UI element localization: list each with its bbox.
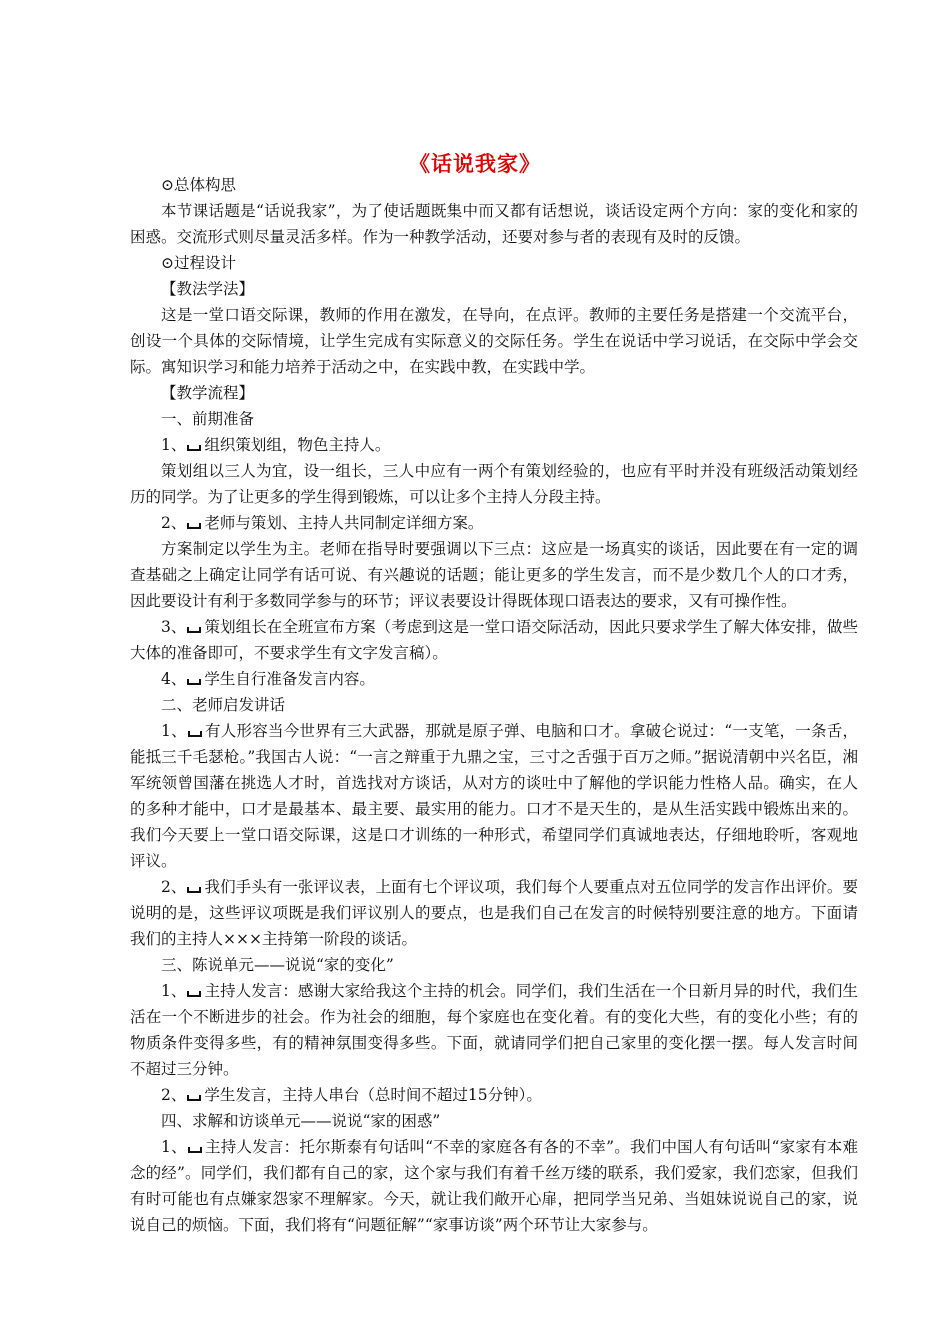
list-number: 1、 [161, 1138, 187, 1156]
document-title: 《话说我家》 [409, 152, 541, 176]
list-number: 1、 [161, 982, 187, 1000]
paragraph-text: 方案制定以学生为主。老师在指导时要强调以下三点：这应是一场真实的谈话，因此要在有一定的调查基础之上确定让同学有话可说、有兴趣说的话题；能让更多的学生发言，而不是少数几个人的口才秀，因此要设计有利于多数同学参与的环节；评议表要设计得既体现口语表达的要求，又有可操作性。 [130, 540, 858, 610]
paragraph-text: ⊙总体构思 [161, 176, 236, 194]
paragraph [130, 302, 858, 380]
paragraph [130, 718, 858, 874]
bracket-bullet-icon [188, 731, 202, 737]
paragraph [130, 978, 858, 1082]
bracket-bullet-icon [187, 1095, 201, 1101]
paragraph [130, 198, 858, 250]
paragraph-text: 学生发言，主持人串台（总时间不超过15分钟）。 [204, 1086, 542, 1104]
paragraph [130, 380, 858, 406]
list-number: 2、 [161, 1086, 187, 1104]
list-number: 4、 [161, 670, 187, 688]
paragraph [130, 666, 858, 692]
paragraph [130, 250, 858, 276]
paragraph [130, 1108, 858, 1134]
paragraph [130, 276, 858, 302]
paragraph [130, 536, 858, 614]
paragraph-text: 【教法学法】 [161, 280, 255, 298]
paragraph-text: 四、求解和访谈单元——说说“家的困惑” [161, 1112, 441, 1130]
paragraph [130, 406, 858, 432]
paragraph-text: 主持人发言：托尔斯泰有句话叫“不幸的家庭各有各的不幸”。我们中国人有句话叫“家家有本难念的经”。同学们，我们都有自己的家，这个家与我们有着千丝万缕的联系，我们爱家，我们恋家，但我们有时可能也有点嫌家怨家不理解家。今天，就让我们敞开心扉，把同学当兄弟、当姐妹说说自己的家，说说自己的烦恼。下面，我们将有“问题征解”“家事访谈”两个环节让大家参与。 [130, 1138, 858, 1234]
paragraph-text: 三、陈说单元——说说“家的变化” [161, 956, 394, 974]
bracket-bullet-icon [187, 445, 201, 451]
paragraph [130, 458, 858, 510]
bracket-bullet-icon [188, 1147, 202, 1153]
bracket-bullet-icon [187, 679, 201, 685]
paragraph-text: 有人形容当今世界有三大武器，那就是原子弹、电脑和口才。拿破仑说过：“一支笔，一条舌，能抵三千毛瑟枪。”我国古人说：“一言之辩重于九鼎之宝，三寸之舌强于百万之师。”据说清朝中兴名臣，湘军统领曾国藩在挑选人才时，首选找对方谈话，从对方的谈吐中了解他的学识能力性格人品。确实，在人的多种才能中，口才是最基本、最主要、最实用的能力。口才不是天生的，是从生活实践中锻炼出来的。我们今天要上一堂口语交际课，这是口才训练的一种形式，希望同学们真诚地表达，仔细地聆听，客观地评议。 [130, 722, 858, 870]
paragraph [130, 874, 858, 952]
paragraph-text: 策划组长在全班宣布方案（考虑到这是一堂口语交际活动，因此只要求学生了解大体安排，做些大体的准备即可，不要求学生有文字发言稿）。 [130, 618, 858, 662]
list-number: 3、 [161, 618, 187, 636]
paragraph [130, 692, 858, 718]
paragraph-text: 策划组以三人为宜，设一组长，三人中应有一两个有策划经验的，也应有平时并没有班级活动策划经历的同学。为了让更多的学生得到锻炼，可以让多个主持人分段主持。 [130, 462, 858, 506]
paragraph-text: 组织策划组，物色主持人。 [204, 436, 391, 454]
paragraph-text: 一、前期准备 [161, 410, 255, 428]
paragraph [130, 952, 858, 978]
paragraph-text: 主持人发言：感谢大家给我这个主持的机会。同学们，我们生活在一个日新月异的时代，我们生活在一个不断进步的社会。作为社会的细胞，每个家庭也在变化着。有的变化大些，有的变化小些；有的物质条件变得多些，有的精神氛围变得多些。下面，就请同学们把自己家里的变化摆一摆。每人发言时间不超过三分钟。 [130, 982, 858, 1078]
list-number: 1、 [161, 436, 187, 454]
paragraph-text: ⊙过程设计 [161, 254, 236, 272]
bracket-bullet-icon [187, 991, 201, 997]
paragraph-text: 本节课话题是“话说我家”，为了使话题既集中而又都有话想说，谈话设定两个方向：家的变化和家的困惑。交流形式则尽量灵活多样。作为一种教学活动，还要对参与者的表现有及时的反馈。 [130, 202, 858, 246]
paragraph [130, 510, 858, 536]
paragraph-text: 老师与策划、主持人共同制定详细方案。 [204, 514, 484, 532]
paragraph-text: 学生自行准备发言内容。 [204, 670, 375, 688]
paragraph [130, 1082, 858, 1108]
paragraph [130, 1134, 858, 1238]
list-number: 2、 [161, 514, 187, 532]
bracket-bullet-icon [187, 523, 201, 529]
paragraph [130, 614, 858, 666]
paragraph-text: 二、老师启发讲话 [161, 696, 286, 714]
paragraph [130, 172, 858, 198]
list-number: 2、 [161, 878, 187, 896]
bracket-bullet-icon [187, 887, 201, 893]
paragraph-text: 【教学流程】 [161, 384, 255, 402]
bracket-bullet-icon [187, 627, 201, 633]
document-body [130, 172, 858, 1238]
paragraph [130, 432, 858, 458]
list-number: 1、 [161, 722, 187, 740]
paragraph-text: 我们手头有一张评议表，上面有七个评议项，我们每个人要重点对五位同学的发言作出评价。要说明的是，这些评议项既是我们评议别人的要点，也是我们自己在发言的时候特别要注意的地方。下面请我们的主持人×××主持第一阶段的谈话。 [130, 878, 858, 948]
paragraph-text: 这是一堂口语交际课，教师的作用在激发，在导向，在点评。教师的主要任务是搭建一个交流平台，创设一个具体的交际情境，让学生完成有实际意义的交际任务。学生在说话中学习说话，在交际中学会交际。寓知识学习和能力培养于活动之中，在实践中教，在实践中学。 [130, 306, 858, 376]
